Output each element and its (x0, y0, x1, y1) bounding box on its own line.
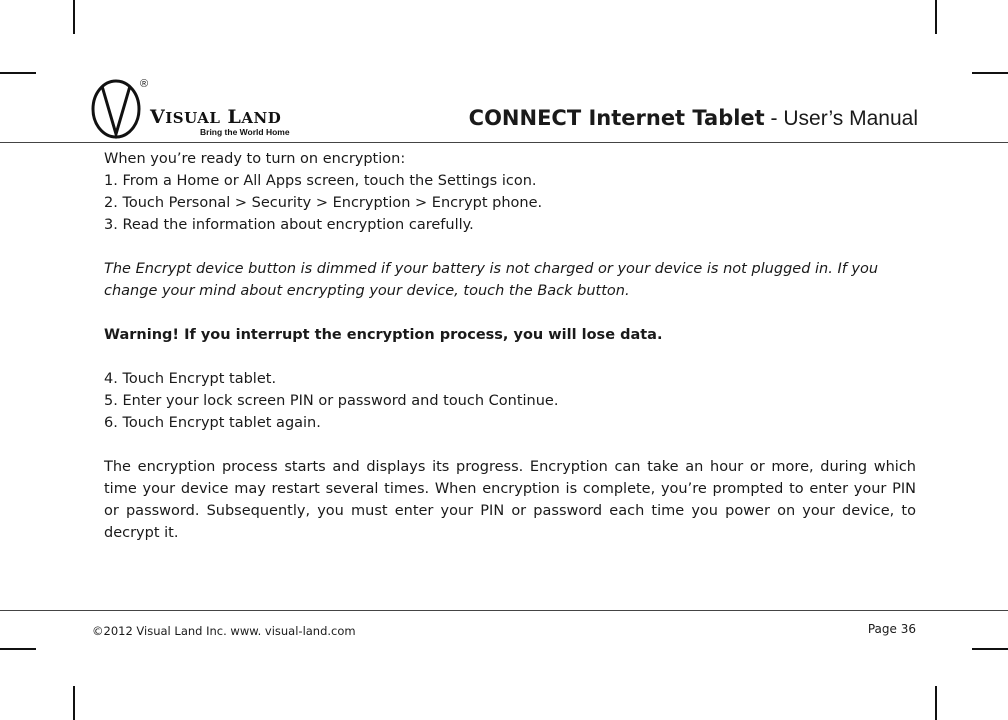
manual-body (104, 148, 916, 544)
crop-mark-bottom-right (935, 686, 937, 720)
brand-tagline: Bring the World Home (200, 127, 290, 137)
warning-text: Warning! If you interrupt the encryption process, you will lose data. (104, 327, 663, 343)
document-title (469, 106, 918, 131)
page-number: Page 36 (867, 622, 916, 636)
note-text: The Encrypt device button is dimmed if your battery is not charged or your device is not plugged in. If you change your mind about encrypting your device, touch the Back button. (104, 261, 879, 299)
crop-mark-left-lower (0, 648, 36, 650)
product-name: CONNECT Internet Tablet (468, 106, 765, 130)
registered-mark: ® (140, 78, 149, 90)
step-4: 4. Touch Encrypt tablet. (104, 371, 277, 387)
crop-mark-right-upper (972, 72, 1008, 74)
step-2: 2. Touch Personal > Security > Encryption > Encrypt phone. (104, 195, 543, 211)
footer-divider (0, 610, 1008, 611)
brand-name: VISUAL LAND (150, 106, 282, 128)
closing-paragraph: The encryption process starts and displays its progress. Encryption can take an hour or more, during which time your device may restart several times. When encryption is complete, you’re prompted to enter your PIN or password. Subsequently, you must enter your PIN or password each time you power on your device, to decrypt it. (104, 459, 916, 541)
crop-mark-top-left (73, 0, 75, 34)
copyright-text: ©2012 Visual Land Inc. www. visual-land.com (92, 624, 356, 638)
step-3: 3. Read the information about encryption carefully. (104, 217, 474, 233)
manual-label: - User’s Manual (764, 107, 918, 130)
crop-mark-right-lower (972, 648, 1008, 650)
header-divider (0, 142, 1008, 143)
crop-mark-bottom-left (73, 686, 75, 720)
step-5: 5. Enter your lock screen PIN or password and touch Continue. (104, 393, 559, 409)
step-1: 1. From a Home or All Apps screen, touch the Settings icon. (104, 173, 537, 189)
crop-mark-left-upper (0, 72, 36, 74)
step-6: 6. Touch Encrypt tablet again. (104, 415, 321, 431)
intro-text: When you’re ready to turn on encryption: (104, 151, 406, 167)
crop-mark-top-right (935, 0, 937, 34)
